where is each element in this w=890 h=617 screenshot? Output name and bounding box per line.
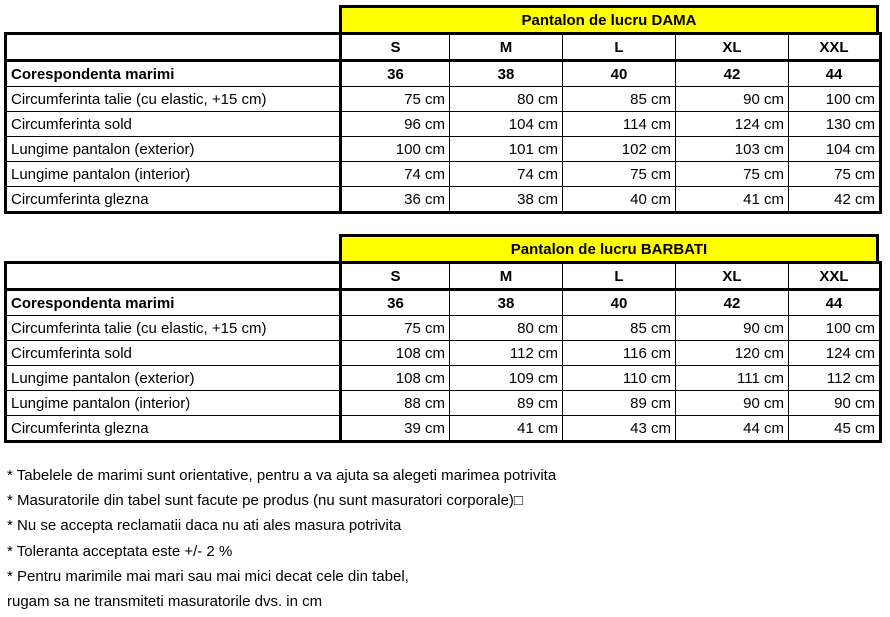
sizes-header-row [6,263,881,290]
size-table-barbati [4,234,879,443]
note-line: * Nu se accepta reclamatii daca nu ati ales masura potrivita [7,517,402,535]
measurement-cell: 104 cm [789,137,881,162]
size-header: XL [676,34,789,61]
size-number: 44 [789,61,881,87]
measurement-cell: 112 cm [450,341,563,366]
measurement-cell: 89 cm [450,391,563,416]
row-label: Circumferinta talie (cu elastic, +15 cm) [6,316,341,341]
measurement-cell: 41 cm [450,416,563,442]
measurement-cell: 110 cm [563,366,676,391]
row-label: Lungime pantalon (interior) [6,162,341,187]
size-table-dama [4,5,879,214]
table-row [6,112,881,137]
size-number: 36 [341,61,450,87]
row-label: Circumferinta sold [6,341,341,366]
size-number: 40 [563,290,676,316]
measurement-cell: 45 cm [789,416,881,442]
measurement-cell: 100 cm [789,316,881,341]
measurement-cell: 75 cm [676,162,789,187]
measurement-cell: 112 cm [789,366,881,391]
measurement-cell: 130 cm [789,112,881,137]
table-title: Pantalon de lucru DAMA [339,5,879,32]
measurement-cell: 43 cm [563,416,676,442]
measurement-cell: 100 cm [789,87,881,112]
row-label: Circumferinta glezna [6,416,341,442]
row-label: Corespondenta marimi [6,61,341,87]
table-row [6,391,881,416]
measurement-cell: 75 cm [563,162,676,187]
measurement-cell: 101 cm [450,137,563,162]
size-header: L [563,34,676,61]
measurement-cell: 44 cm [676,416,789,442]
measurement-cell: 75 cm [789,162,881,187]
measurement-cell: 75 cm [341,87,450,112]
measurement-cell: 104 cm [450,112,563,137]
size-number: 36 [341,290,450,316]
table-row [6,87,881,112]
size-header: M [450,263,563,290]
table-row [6,137,881,162]
measurement-cell: 80 cm [450,316,563,341]
note-line: * Pentru marimile mai mari sau mai mici decat cele din tabel, [7,567,409,585]
correspondence-row [6,61,881,87]
measurement-cell: 111 cm [676,366,789,391]
size-header: XXL [789,34,881,61]
measurement-cell: 114 cm [563,112,676,137]
measurement-cell: 38 cm [450,187,563,213]
measurement-cell: 108 cm [341,366,450,391]
size-number: 38 [450,61,563,87]
measurement-cell: 41 cm [676,187,789,213]
sizes-header-row [6,34,881,61]
measurement-cell: 75 cm [341,316,450,341]
measurement-cell: 90 cm [676,391,789,416]
size-header: S [341,34,450,61]
size-header: XXL [789,263,881,290]
note-line: * Masuratorile din tabel sunt facute pe produs (nu sunt masuratori corporale)□ [7,492,523,510]
table-row [6,316,881,341]
measurement-cell: 103 cm [676,137,789,162]
note-line: * Tabelele de marimi sunt orientative, pentru a va ajuta sa alegeti marimea potrivita [7,467,557,484]
measurement-cell: 80 cm [450,87,563,112]
measurement-cell: 88 cm [341,391,450,416]
table-row [6,341,881,366]
measurement-cell: 96 cm [341,112,450,137]
measurement-cell: 74 cm [450,162,563,187]
measurement-cell: 108 cm [341,341,450,366]
measurement-cell: 90 cm [789,391,881,416]
table-title-row [4,5,879,32]
header-empty-cell [6,34,341,61]
size-table [4,32,882,214]
header-empty-cell [6,263,341,290]
measurement-cell: 109 cm [450,366,563,391]
measurement-cell: 39 cm [341,416,450,442]
row-label: Circumferinta talie (cu elastic, +15 cm) [6,87,341,112]
measurement-cell: 100 cm [341,137,450,162]
measurement-cell: 120 cm [676,341,789,366]
row-label: Corespondenta marimi [6,290,341,316]
size-header: S [341,263,450,290]
measurement-cell: 102 cm [563,137,676,162]
size-header: XL [676,263,789,290]
note-line: * Toleranta acceptata este +/- 2 % [7,542,233,560]
table-row [6,366,881,391]
table-row [6,162,881,187]
measurement-cell: 85 cm [563,87,676,112]
size-number: 42 [676,290,789,316]
measurement-cell: 124 cm [789,341,881,366]
size-number: 40 [563,61,676,87]
note-line: rugam sa ne transmiteti masuratorile dvs. in cm [7,593,323,611]
table-title: Pantalon de lucru BARBATI [339,234,879,261]
measurement-cell: 42 cm [789,187,881,213]
row-label: Lungime pantalon (exterior) [6,137,341,162]
notes-section [7,463,556,614]
measurement-cell: 90 cm [676,87,789,112]
measurement-cell: 85 cm [563,316,676,341]
correspondence-row [6,290,881,316]
size-header: M [450,34,563,61]
size-number: 38 [450,290,563,316]
size-number: 42 [676,61,789,87]
row-label: Circumferinta sold [6,112,341,137]
measurement-cell: 36 cm [341,187,450,213]
row-label: Lungime pantalon (exterior) [6,366,341,391]
row-label: Circumferinta glezna [6,187,341,213]
measurement-cell: 89 cm [563,391,676,416]
measurement-cell: 74 cm [341,162,450,187]
measurement-cell: 116 cm [563,341,676,366]
table-row [6,187,881,213]
measurement-cell: 40 cm [563,187,676,213]
measurement-cell: 90 cm [676,316,789,341]
size-table [4,261,882,443]
table-row [6,416,881,442]
row-label: Lungime pantalon (interior) [6,391,341,416]
table-title-row [4,234,879,261]
measurement-cell: 124 cm [676,112,789,137]
size-number: 44 [789,290,881,316]
size-header: L [563,263,676,290]
